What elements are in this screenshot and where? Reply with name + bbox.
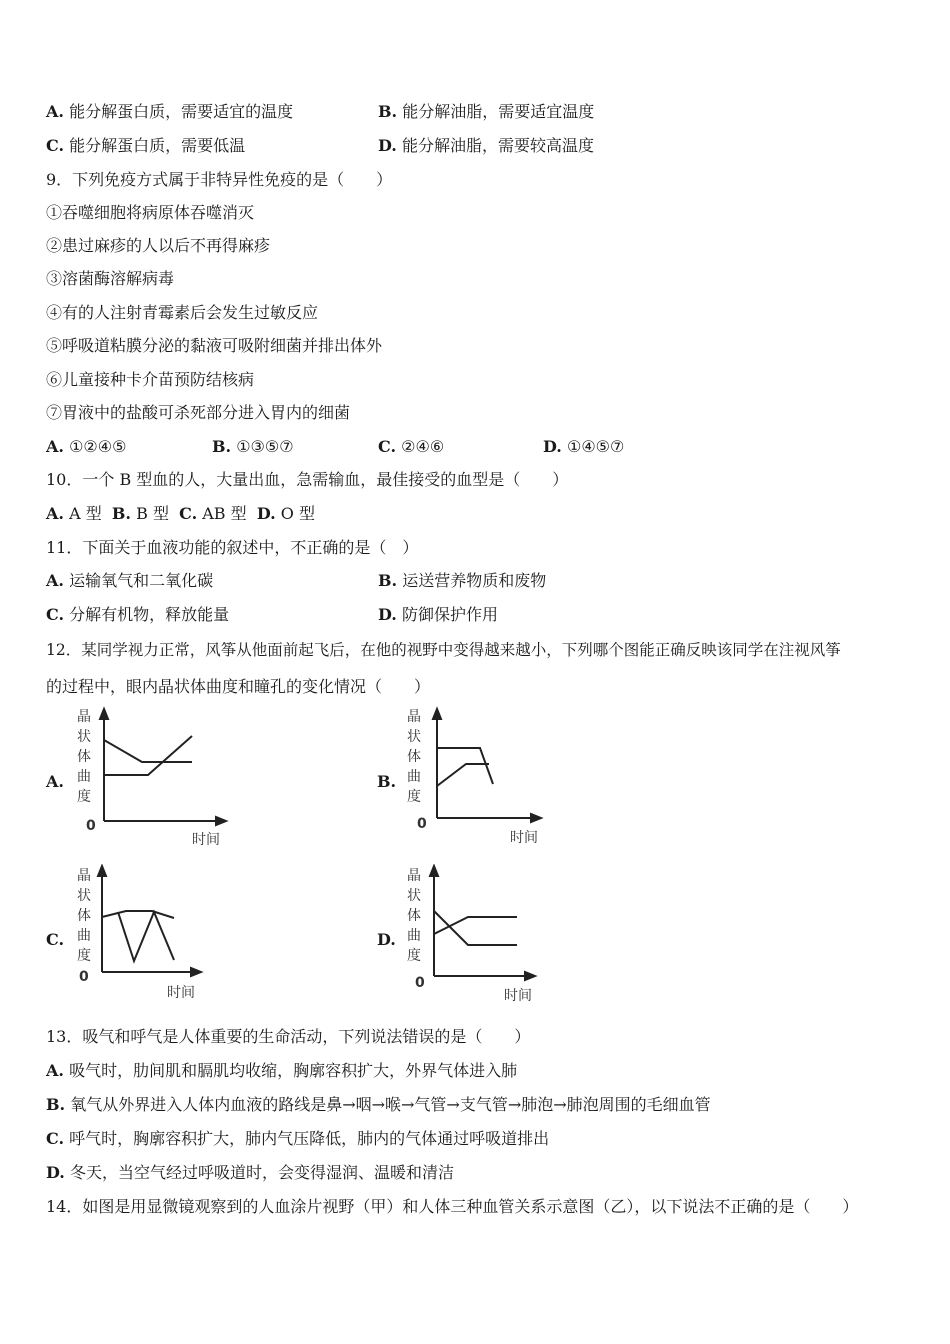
q9-option-c <box>378 436 444 458</box>
q9-option-a <box>46 436 126 458</box>
option-letter: D. <box>256 504 276 523</box>
q11-option-d <box>378 604 498 626</box>
graph-d-letter: D. <box>377 930 396 949</box>
graph-a-svg <box>70 705 230 853</box>
option-letter: C. <box>378 437 397 456</box>
q13-option-d <box>46 1162 454 1184</box>
xlabel: 时间 <box>504 988 532 1004</box>
q10-stem: 10．一个 B 型血的人，大量出血，急需输血，最佳接受的血型是（ ） <box>46 470 569 489</box>
curve-1 <box>104 740 192 762</box>
q11-option-a <box>46 570 213 592</box>
curve-1 <box>102 911 174 918</box>
option-letter: A. <box>46 102 64 121</box>
option-letter: B. <box>111 504 131 523</box>
graph-c-svg <box>70 864 230 1012</box>
origin-label: 0 <box>417 816 427 832</box>
option-text: 能分解蛋白质，需要适宜的温度 <box>69 102 294 121</box>
ylabel-char: 体 <box>77 749 91 765</box>
option-text: 运送营养物质和废物 <box>402 571 547 590</box>
ylabel-char: 曲 <box>407 769 421 785</box>
option-text: B 型 <box>136 504 169 523</box>
option-text: 运输氧气和二氧化碳 <box>69 571 214 590</box>
option-letter: B. <box>212 437 232 456</box>
x-axis-arrow <box>191 968 201 976</box>
q13-stem: 13．吸气和呼气是人体重要的生命活动，下列说法错误的是（ ） <box>46 1027 531 1046</box>
q9-item-1: ①吞噬细胞将病原体吞噬消灭 <box>46 203 255 222</box>
option-letter: C. <box>46 1129 65 1148</box>
ylabel-char: 晶 <box>77 868 91 884</box>
graph-b-svg <box>400 705 560 853</box>
ylabel-char: 度 <box>407 789 421 805</box>
ylabel-char: 状 <box>77 888 91 904</box>
origin-label: 0 <box>86 818 96 834</box>
xlabel: 时间 <box>167 985 195 1001</box>
q14-stem: 14．如图是用显微镜观察到的人血涂片视野（甲）和人体三种血管关系示意图（乙），以下说法不正确的是（ ） <box>46 1197 859 1216</box>
q9-stem: 9．下列免疫方式属于非特异性免疫的是（ ） <box>46 170 393 189</box>
option-letter: D. <box>543 437 562 456</box>
ylabel-char: 曲 <box>77 928 91 944</box>
graph-b <box>400 705 560 857</box>
q13-option-c <box>46 1128 549 1150</box>
origin-label: 0 <box>415 975 425 991</box>
option-text: 冬天，当空气经过呼吸道时，会变得湿润、温暖和清洁 <box>69 1163 454 1182</box>
q12-stem-line1: 12．某同学视力正常，风筝从他面前起飞后，在他的视野中变得越来越小，下列哪个图能正确反映该同学在注视风筝 <box>46 641 841 659</box>
graph-a <box>70 705 230 857</box>
option-text: ①③⑤⑦ <box>236 437 294 456</box>
q8-option-a <box>46 101 293 123</box>
ylabel-char: 晶 <box>407 709 421 725</box>
y-axis-arrow <box>98 866 106 876</box>
y-axis-arrow <box>100 709 108 719</box>
x-axis-arrow <box>216 817 226 825</box>
q9-item-2: ②患过麻疹的人以后不再得麻疹 <box>46 236 271 255</box>
q9-item-5: ⑤呼吸道粘膜分泌的黏液可吸附细菌并排出体外 <box>46 336 383 355</box>
option-text: 氧气从外界进入人体内血液的路线是鼻→咽→喉→气管→支气管→肺泡→肺泡周围的毛细血管 <box>70 1095 711 1114</box>
q9-option-d <box>543 436 624 458</box>
x-axis-arrow <box>531 814 541 822</box>
q11-option-b <box>378 570 546 592</box>
option-text: ①②④⑤ <box>69 437 127 456</box>
q8-option-b <box>378 101 594 123</box>
option-text: ②④⑥ <box>401 437 445 456</box>
option-text: 吸气时，肋间肌和膈肌均收缩，胸廓容积扩大，外界气体进入肺 <box>69 1061 518 1080</box>
ylabel-char: 晶 <box>407 868 421 884</box>
ylabel-char: 状 <box>407 729 421 745</box>
option-text: 能分解油脂，需要适宜温度 <box>402 102 595 121</box>
ylabel-char: 体 <box>77 908 91 924</box>
option-letter: B. <box>378 571 398 590</box>
option-text: 防御保护作用 <box>401 605 498 624</box>
option-text: 呼气时，胸廓容积扩大，肺内气压降低，肺内的气体通过呼吸道排出 <box>69 1129 550 1148</box>
ylabel-char: 度 <box>77 948 91 964</box>
curve-2 <box>118 912 174 961</box>
option-text: 能分解油脂，需要较高温度 <box>401 136 594 155</box>
y-axis-arrow <box>430 866 438 876</box>
option-letter: B. <box>378 102 398 121</box>
graph-c <box>70 864 230 1016</box>
graph-d-svg <box>400 864 560 1012</box>
graph-d <box>400 864 560 1016</box>
q11-option-c <box>46 604 229 626</box>
graph-c-letter: C. <box>46 930 65 949</box>
option-text: O 型 <box>280 504 316 523</box>
option-letter: C. <box>46 136 65 155</box>
q10-options <box>46 503 315 525</box>
q11-stem: 11．下面关于血液功能的叙述中，不正确的是（ ） <box>46 538 419 557</box>
q12-stem-line2: 的过程中，眼内晶状体曲度和瞳孔的变化情况（ ） <box>46 677 431 696</box>
option-text: 分解有机物，释放能量 <box>69 605 230 624</box>
ylabel-char: 体 <box>407 749 421 765</box>
option-letter: D. <box>378 605 397 624</box>
option-letter: B. <box>46 1095 66 1114</box>
q9-item-7: ⑦胃液中的盐酸可杀死部分进入胃内的细菌 <box>46 403 351 422</box>
q9-item-4: ④有的人注射青霉素后会发生过敏反应 <box>46 303 319 322</box>
option-letter: C. <box>46 605 65 624</box>
xlabel: 时间 <box>192 832 220 848</box>
q9-item-3: ③溶菌酶溶解病毒 <box>46 269 175 288</box>
ylabel-char: 曲 <box>77 769 91 785</box>
option-text: AB 型 <box>202 504 247 523</box>
ylabel-char: 度 <box>77 789 91 805</box>
q8-option-c <box>46 135 245 157</box>
x-axis-arrow <box>525 972 535 980</box>
option-letter: D. <box>378 136 397 155</box>
option-text: 能分解蛋白质，需要低温 <box>69 136 246 155</box>
option-letter: A. <box>46 1061 64 1080</box>
q9-option-b <box>212 436 294 458</box>
option-letter: C. <box>179 504 198 523</box>
ylabel-char: 状 <box>77 729 91 745</box>
option-text: A 型 <box>69 504 102 523</box>
ylabel-char: 体 <box>407 908 421 924</box>
xlabel: 时间 <box>510 830 538 846</box>
origin-label: 0 <box>79 969 89 985</box>
curve-2 <box>434 917 517 934</box>
option-letter: D. <box>46 1163 65 1182</box>
option-letter: A. <box>46 571 64 590</box>
q8-option-d <box>378 135 594 157</box>
q13-option-b <box>46 1094 711 1116</box>
curve-2 <box>104 736 192 775</box>
q13-option-a <box>46 1060 517 1082</box>
graph-b-letter: B. <box>377 772 397 791</box>
graph-a-letter: A. <box>46 772 64 791</box>
ylabel-char: 状 <box>407 888 421 904</box>
option-letter: A. <box>46 504 64 523</box>
y-axis-arrow <box>433 709 441 719</box>
ylabel-char: 晶 <box>77 709 91 725</box>
q9-item-6: ⑥儿童接种卡介苗预防结核病 <box>46 370 255 389</box>
curve-2 <box>437 764 489 786</box>
option-letter: A. <box>46 437 64 456</box>
ylabel-char: 曲 <box>407 928 421 944</box>
option-text: ①④⑤⑦ <box>566 437 625 456</box>
ylabel-char: 度 <box>407 948 421 964</box>
